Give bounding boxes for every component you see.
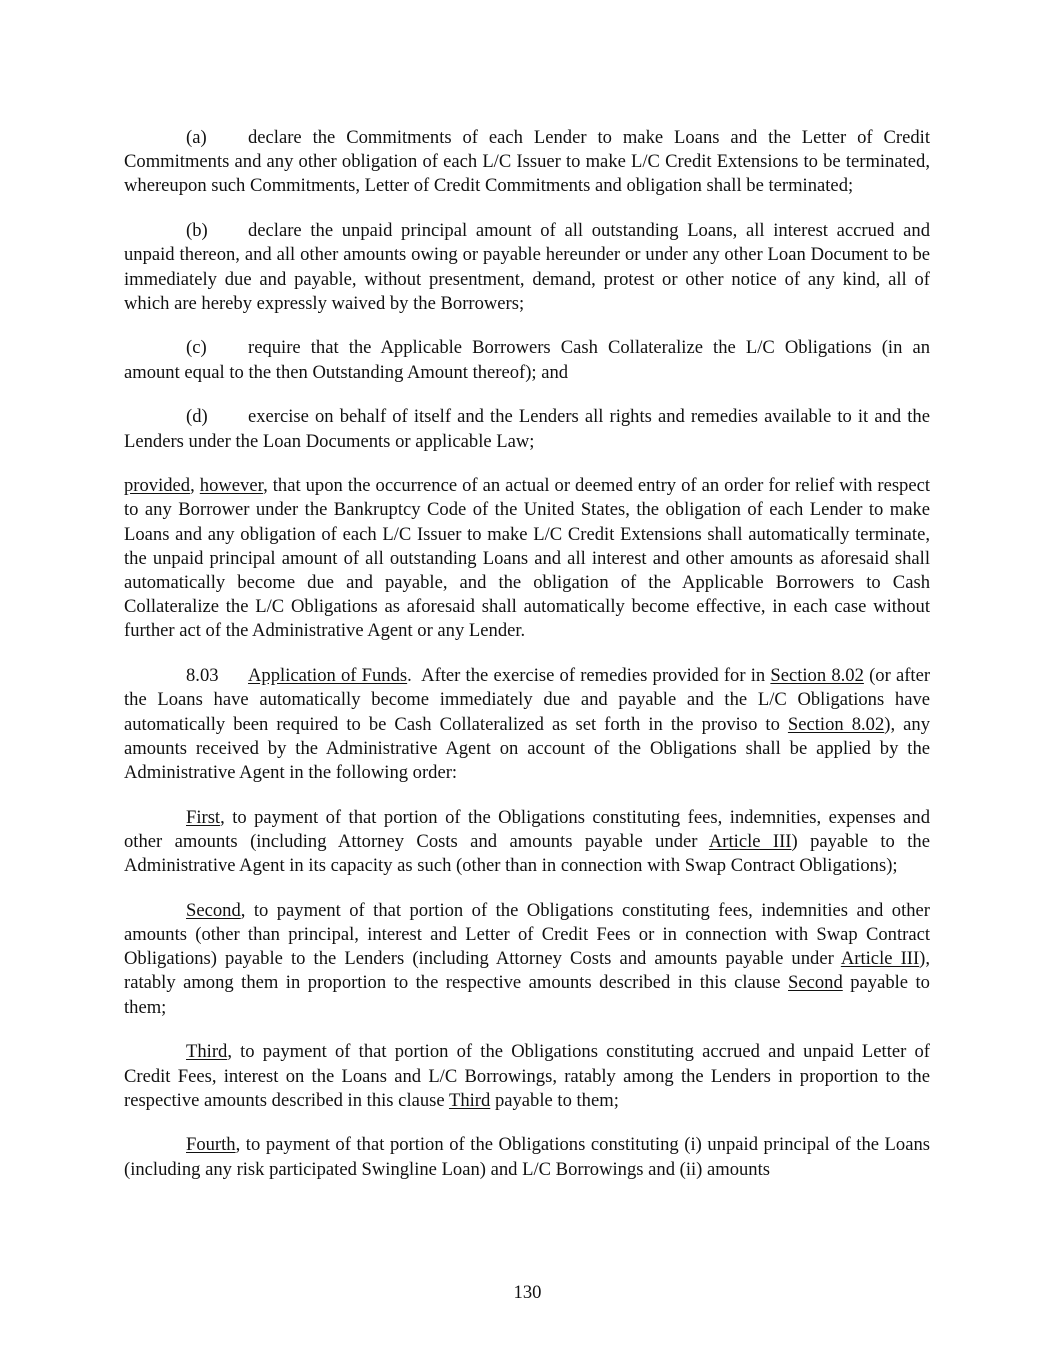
page-number: 130 (513, 1282, 542, 1303)
clause-first-text-1: , to payment of that portion of the Obligations constituting fees, indemnities, expenses and other amounts (including Attorney Costs and amounts payable under (124, 806, 930, 852)
provided-term: provided (124, 475, 191, 497)
clause-third (124, 1040, 930, 1113)
clause-fourth-text-1: , to payment of that portion of the Obligations constituting (i) unpaid principal of the Loans (including any risk participated Swingline Loan) and L/C Borrowings and (ii) amounts (124, 1134, 930, 1180)
paragraph-b-label: (b) (186, 220, 208, 242)
clause-second-ref: Second (788, 972, 843, 994)
clause-second-label: Second (186, 899, 241, 921)
section-text-3: ), any amounts received by the Administrative Agent on account of the Obligations shall be applied by the Administrative Agent in the following order: (124, 713, 931, 783)
paragraph-b (124, 219, 930, 316)
paragraph-a-label: (a) (186, 127, 207, 148)
document-page (124, 126, 930, 1182)
section-number: 8.03 (186, 665, 219, 687)
paragraph-d (124, 405, 930, 453)
clause-fourth (124, 1133, 930, 1181)
paragraph-a (124, 126, 930, 199)
section-8-03: 8.03 Application of Funds. After the exercise of remedies provided for in Section 8.02 (or after the Loans have automatically become immediately due and payable and the L/C Obligations have automatically been required to be Cash Collateralized as set forth in the proviso to Section 8.02), any amounts received by the Administrative Agent on account of the Obligations shall be applied by the Administrative Agent in the following order: (124, 665, 931, 783)
proviso-paragraph: provided, however, that upon the occurrence of an actual or deemed entry of an order for relief with respect to any Borrower under the Bankruptcy Code of the United States, the obligation of each Lender to make Loans and any obligation of each L/C Issuer to make L/C Credit Extensions shall automatically terminate, the unpaid principal amount of all outstanding Loans and all interest and other amounts as aforesaid shall automatically become due and payable, and the obligation of the Applicable Borrowers to Cash Collateralize the L/C Obligations as aforesaid shall automatically become effective, in each case without further act of the Administrative Agent or any Lender. (124, 475, 931, 642)
clause-second-text-1: , to payment of that portion of the Obligations constituting fees, indemnities and other amounts (other than principal, interest and Letter of Credit Fees or in connection with Swap Contract Obligations) payable to the Lenders (including Attorney Costs and amounts payable under (124, 899, 930, 970)
clause-third-label: Third (186, 1041, 228, 1063)
clause-second-text-2: ), ratably among them in proportion to the respective amounts described in this clause (124, 948, 931, 994)
paragraph-c-label: (c) (186, 337, 207, 359)
clause-third-ref: Third (448, 1089, 491, 1111)
section-title: Application of Funds (248, 665, 408, 687)
clause-fourth-label: Fourth (186, 1134, 236, 1156)
article-ref-link[interactable]: Article III (708, 830, 792, 852)
proviso-text: that upon the occurrence of an actual or deemed entry of an order for relief with respect to any Borrower under the Bankruptcy Code of the United States, the obligation of each Lender to make Loans and any obligation of each L/C Issuer to make L/C Credit Extensions shall automatically terminate, the unpaid principal amount of all outstanding Loans and all interest and other amounts as aforesaid shall automatically become due and payable, and the obligation of the Applicable Borrowers to Cash Collateralize the L/C Obligations as aforesaid shall automatically become effective, in each case without further act of the Administrative Agent or any Lender. (124, 475, 931, 642)
clause-first-text-2: ) payable to the Administrative Agent in its capacity as such (other than in connection with Swap Contract Obligations); (124, 830, 930, 877)
paragraph-a-text: declare the Commitments of each Lender to make Loans and the Letter of Credit Commitments and any other obligation of each L/C Issuer to make L/C Credit Extensions to be terminated, whereupon such Commitments, Letter of Credit Commitments and obligation shall be terminated; (124, 127, 930, 197)
clause-first-label: First (186, 806, 221, 828)
clause-third-text-2: payable to them; (494, 1089, 619, 1111)
however-term: however (199, 475, 264, 497)
paragraph-d-text: exercise on behalf of itself and the Lenders all rights and remedies available to it and the Lenders under the Loan Documents or applicable Law; (124, 406, 930, 452)
section-text-2: (or after the Loans have automatically become immediately due and payable and the L/C Obligations have automatically been required to be Cash Collateralized as set forth in the proviso to (124, 665, 931, 735)
clause-third-text-1: , to payment of that portion of the Obligations constituting accrued and unpaid Letter of Credit Fees, interest on the Loans and L/C Borrowings, ratably among the Lenders in proportion to the respective amounts described in this clause (124, 1041, 930, 1111)
paragraph-b-text: declare the unpaid principal amount of all outstanding Loans, all interest accrued and unpaid thereon, and all other amounts owing or payable hereunder or under any other Loan Document to be immediately due and payable, without presentment, demand, protest or other notice of any kind, all of which are hereby expressly waived by the Borrowers; (124, 220, 930, 314)
paragraph-c-text: require that the Applicable Borrowers Cash Collateralize the L/C Obligations (in an amount equal to the then Outstanding Amount thereof); and (124, 337, 930, 383)
section-ref-link[interactable]: Section 8.02 (770, 665, 864, 687)
clause-second-text-3: payable to them; (124, 972, 930, 1018)
section-ref-link[interactable]: Section 8.02 (787, 713, 885, 735)
clause-second (124, 899, 930, 1020)
article-ref-link[interactable]: Article III (840, 948, 920, 970)
clause-first (124, 806, 930, 879)
paragraph-c (124, 336, 930, 384)
paragraph-d-label: (d) (186, 406, 208, 428)
section-text-1: After the exercise of remedies provided for in (421, 665, 766, 687)
